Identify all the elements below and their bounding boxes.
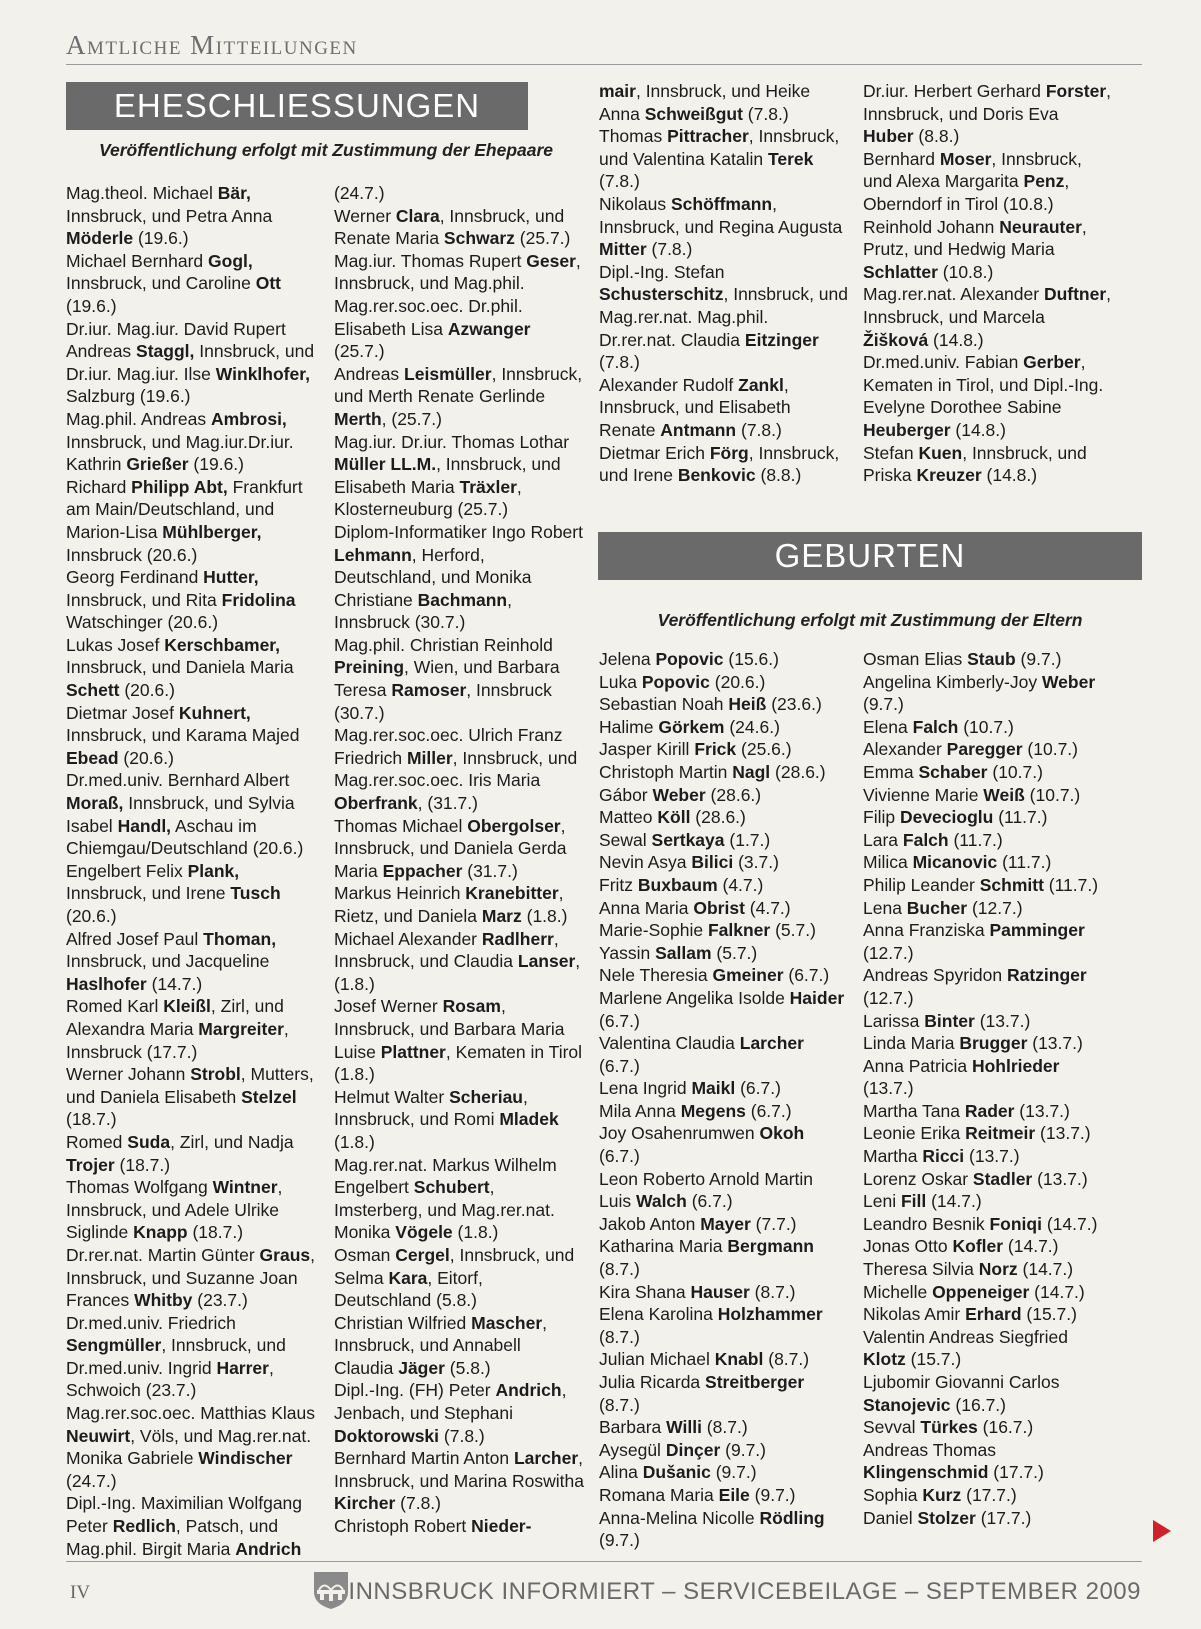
- list-item: Dietmar Josef Kuhnert, Innsbruck, und Karama Majed Ebead (20.6.): [66, 702, 300, 768]
- list-item: Dipl.-Ing. (FH) Peter Andrich, Jenbach, und Stephani Doktorowski (7.8.): [334, 1380, 567, 1446]
- list-item: Barbara Willi (8.7.): [599, 1417, 748, 1438]
- list-item: Lena Ingrid Maikl (6.7.): [599, 1078, 781, 1099]
- list-item: Christoph Martin Nagl (28.6.): [599, 761, 826, 782]
- list-item: Alexander Paregger (10.7.): [863, 739, 1078, 760]
- list-item: Halime Görkem (24.6.): [599, 716, 780, 737]
- list-item: Mag.rer.soc.oec. Ulrich Franz Friedrich Miller, Innsbruck, und Mag.rer.soc.oec. Iris Maria Oberfrank, (31.7.): [334, 725, 578, 814]
- list-item: Julia Ricarda Streitberger (8.7.): [599, 1372, 805, 1415]
- list-item: Michelle Oppeneiger (14.7.): [863, 1281, 1085, 1302]
- publication-footer: INNSBRUCK INFORMIERT – SERVICEBEILAGE – SEPTEMBER 2009: [348, 1578, 1141, 1605]
- list-item: Elena Falch (10.7.): [863, 716, 1014, 737]
- list-item: Katharina Maria Bergmann (8.7.): [599, 1236, 814, 1280]
- list-item: Nikolas Amir Erhard (15.7.): [863, 1304, 1077, 1325]
- list-item: Jonas Otto Kofler (14.7.): [863, 1236, 1059, 1257]
- list-item: Valentin Andreas Siegfried Klotz (15.7.): [863, 1326, 1068, 1370]
- list-item: Mag.rer.nat. Alexander Duftner, Innsbruck, und Marcela Žišková (14.8.): [863, 284, 1112, 350]
- list-item: Christoph Robert Nieder-: [334, 1516, 532, 1537]
- header-rule: [66, 64, 1142, 65]
- list-item: Kira Shana Hauser (8.7.): [599, 1281, 796, 1302]
- list-item: Lena Bucher (12.7.): [863, 897, 1023, 918]
- innsbruck-crest-icon: [312, 1570, 350, 1610]
- list-item: Mag.iur. Dr.iur. Thomas Lothar Müller LL.M., Innsbruck, und Elisabeth Maria Träxler, Klosterneuburg (25.7.): [334, 431, 570, 520]
- list-item: Dr.iur. Mag.iur. David Rupert Andreas Staggl, Innsbruck, und Dr.iur. Mag.iur. Ilse Winklhofer, Salzburg (19.6.): [66, 318, 315, 407]
- list-item: Filip Devecioglu (11.7.): [863, 807, 1048, 828]
- list-item: Alina Dušanic (9.7.): [599, 1462, 757, 1483]
- list-item: Anna Patricia Hohlrieder (13.7.): [863, 1055, 1060, 1099]
- list-item: Helmut Walter Scheriau, Innsbruck, und Romi Mladek (1.8.): [334, 1086, 559, 1152]
- geburten-subtitle: Veröffentlichung erfolgt mit Zustimmung der Eltern: [657, 610, 1083, 630]
- list-item: Werner Johann Strobl, Mutters, und Daniela Elisabeth Stelzel (18.7.): [66, 1064, 314, 1130]
- list-item: Lara Falch (11.7.): [863, 829, 1003, 850]
- list-item: Andreas Spyridon Ratzinger (12.7.): [863, 965, 1087, 1008]
- list-item: Bernhard Moser, Innsbruck, und Alexa Margarita Penz, Oberndorf in Tirol (10.8.): [863, 148, 1082, 214]
- footer-rule: [66, 1561, 1142, 1562]
- list-item: Mag.rer.soc.oec. Matthias Klaus Neuwirt, Völs, und Mag.rer.nat. Monika Gabriele Windischer (24.7.): [66, 1403, 315, 1491]
- list-item: Sevval Türkes (16.7.): [863, 1417, 1034, 1438]
- eheschliessungen-column-3: [599, 80, 849, 487]
- list-item: Romana Maria Eile (9.7.): [599, 1484, 796, 1505]
- list-item: Matteo Köll (28.6.): [599, 807, 746, 828]
- list-item: Lukas Josef Kerschbamer, Innsbruck, und Daniela Maria Schett (20.6.): [66, 634, 294, 701]
- list-item: Dipl.-Ing. Stefan Schusterschitz, Innsbruck, und Mag.rer.nat. Mag.phil. Dr.rer.nat. Claudia Eitzinger (7.8.): [599, 261, 849, 373]
- list-item: Dr.rer.nat. Martin Günter Graus, Innsbruck, und Suzanne Joan Frances Whitby (23.7.): [66, 1244, 315, 1311]
- list-item: (24.7.): [334, 183, 385, 203]
- list-item: Gábor Weber (28.6.): [599, 784, 762, 805]
- list-item: Stefan Kuen, Innsbruck, und Priska Kreuzer (14.8.): [863, 442, 1087, 486]
- list-item: Leonie Erika Reitmeir (13.7.): [863, 1123, 1091, 1144]
- list-item: Sewal Sertkaya (1.7.): [599, 829, 771, 850]
- list-item: Mag.theol. Michael Bär, Innsbruck, und Petra Anna Möderle (19.6.): [66, 183, 273, 249]
- list-item: Elena Karolina Holzhammer (8.7.): [599, 1304, 823, 1347]
- list-item: Engelbert Felix Plank, Innsbruck, und Irene Tusch (20.6.): [66, 860, 281, 926]
- list-item: Mila Anna Megens (6.7.): [599, 1100, 792, 1121]
- list-item: Andreas Thomas Klingenschmid (17.7.): [863, 1439, 1044, 1483]
- list-item: Mag.phil. Christian Reinhold Preining, Wien, und Barbara Teresa Ramoser, Innsbruck (30.7.): [334, 634, 560, 723]
- list-item: Anna-Melina Nicolle Rödling (9.7.): [599, 1507, 825, 1551]
- list-item: Theresa Silvia Norz (14.7.): [863, 1259, 1074, 1280]
- list-item: Jelena Popovic (15.6.): [599, 649, 779, 669]
- list-item: Sophia Kurz (17.7.): [863, 1484, 1017, 1505]
- list-item: Mag.phil. Andreas Ambrosi, Innsbruck, und Mag.iur.Dr.iur. Kathrin Grießer (19.6.): [66, 408, 294, 475]
- list-item: Osman Cergel, Innsbruck, und Selma Kara, Eitorf, Deutschland (5.8.): [334, 1244, 575, 1311]
- list-item: Markus Heinrich Kranebitter, Rietz, und Daniela Marz (1.8.): [334, 883, 568, 926]
- list-item: Mag.iur. Thomas Rupert Geser, Innsbruck, und Mag.phil. Mag.rer.soc.oec. Dr.phil. Elisabeth Lisa Azwanger (25.7.): [334, 250, 581, 362]
- list-item: Leni Fill (14.7.): [863, 1191, 982, 1212]
- page-number: IV: [70, 1582, 91, 1603]
- list-item: Werner Clara, Innsbruck, und Renate Maria Schwarz (25.7.): [334, 205, 571, 249]
- list-item: Dr.med.univ. Friedrich Sengmüller, Innsbruck, und Dr.med.univ. Ingrid Harrer, Schwoich (23.7.): [66, 1312, 286, 1401]
- list-item: Dr.med.univ. Bernhard Albert Moraß, Innsbruck, und Sylvia Isabel Handl, Aschau im Chiemgau/Deutschland (20.6.): [66, 770, 304, 859]
- list-item: Nikolaus Schöffmann, Innsbruck, und Regina Augusta Mitter (7.8.): [599, 193, 843, 260]
- list-item: Christian Wilfried Mascher, Innsbruck, und Annabell Claudia Jäger (5.8.): [334, 1312, 548, 1378]
- list-item: Marlene Angelika Isolde Haider (6.7.): [599, 987, 845, 1031]
- list-item: Jasper Kirill Frick (25.6.): [599, 739, 792, 760]
- list-item: Dr.med.univ. Fabian Gerber, Kematen in Tirol, und Dipl.-Ing. Evelyne Dorothee Sabine Heuberger (14.8.): [863, 352, 1104, 440]
- list-item: Jakob Anton Mayer (7.7.): [599, 1213, 797, 1234]
- red-arrow-right-icon: [1153, 1520, 1171, 1542]
- geburten-column-1: [599, 648, 849, 1552]
- list-item: Georg Ferdinand Hutter, Innsbruck, und Rita Fridolina Watschinger (20.6.): [66, 567, 296, 633]
- eheschliessungen-column-2: [334, 182, 584, 1538]
- list-item: Thomas Michael Obergolser, Innsbruck, und Daniela Gerda Maria Eppacher (31.7.): [334, 815, 567, 881]
- list-item: Angelina Kimberly-Joy Weber (9.7.): [863, 671, 1096, 715]
- list-item: Romed Karl Kleißl, Zirl, und Alexandra Maria Margreiter, Innsbruck (17.7.): [66, 996, 289, 1062]
- list-item: Reinhold Johann Neurauter, Prutz, und Hedwig Maria Schlatter (10.8.): [863, 216, 1087, 282]
- list-item: Josef Werner Rosam, Innsbruck, und Barbara Maria Luise Plattner, Kematen in Tirol (1.8.): [334, 996, 583, 1085]
- list-item: Aysegül Dinçer (9.7.): [599, 1439, 766, 1460]
- list-item: Fritz Buxbaum (4.7.): [599, 874, 764, 895]
- section-header: Amtliche Mitteilungen: [66, 30, 358, 60]
- list-item: Luka Popovic (20.6.): [599, 671, 766, 692]
- list-item: Dipl.-Ing. Maximilian Wolfgang Peter Redlich, Patsch, und Mag.phil. Birgit Maria Andrich: [66, 1493, 303, 1559]
- list-item: Thomas Pittracher, Innsbruck, und Valentina Katalin Terek (7.8.): [599, 126, 840, 192]
- list-item: Osman Elias Staub (9.7.): [863, 649, 1062, 669]
- list-item: Leandro Besnik Foniqi (14.7.): [863, 1213, 1098, 1234]
- eheschliessungen-column-1: [66, 182, 316, 1560]
- list-item: Emma Schaber (10.7.): [863, 761, 1043, 782]
- list-item: Martha Ricci (13.7.): [863, 1146, 1020, 1167]
- list-item: Joy Osahenrumwen Okoh (6.7.): [599, 1123, 805, 1167]
- list-item: Philip Leander Schmitt (11.7.): [863, 874, 1099, 895]
- list-item: Larissa Binter (13.7.): [863, 1010, 1031, 1031]
- list-item: Dr.iur. Herbert Gerhard Forster, Innsbruck, und Doris Eva Huber (8.8.): [863, 81, 1112, 147]
- list-item: Andreas Leismüller, Innsbruck, und Merth Renate Gerlinde Merth, (25.7.): [334, 363, 583, 429]
- list-item: Leon Roberto Arnold Martin Luis Walch (6.7.): [599, 1168, 814, 1212]
- list-item: Dietmar Erich Förg, Innsbruck, und Irene Benkovic (8.8.): [599, 442, 840, 486]
- list-item: Nele Theresia Gmeiner (6.7.): [599, 965, 830, 986]
- list-item: Bernhard Martin Anton Larcher, Innsbruck, und Marina Roswitha Kircher (7.8.): [334, 1448, 584, 1514]
- list-item: Milica Micanovic (11.7.): [863, 852, 1052, 873]
- list-item: Mag.rer.nat. Markus Wilhelm Engelbert Schubert, Imsterberg, und Mag.rer.nat. Monika Vögele (1.8.): [334, 1154, 557, 1243]
- list-item: Daniel Stolzer (17.7.): [863, 1507, 1032, 1528]
- list-item: Romed Suda, Zirl, und Nadja Trojer (18.7.): [66, 1131, 294, 1175]
- list-item: Vivienne Marie Weiß (10.7.): [863, 784, 1081, 805]
- list-item: Linda Maria Brugger (13.7.): [863, 1033, 1083, 1054]
- list-item: Marie-Sophie Falkner (5.7.): [599, 920, 816, 941]
- list-item: Thomas Wolfgang Wintner, Innsbruck, und Adele Ulrike Siglinde Knapp (18.7.): [66, 1177, 283, 1243]
- eheschliessungen-column-4: [863, 80, 1113, 487]
- list-item: Julian Michael Knabl (8.7.): [599, 1349, 810, 1370]
- list-item: Lorenz Oskar Stadler (13.7.): [863, 1168, 1088, 1189]
- list-item: Yassin Sallam (5.7.): [599, 942, 758, 963]
- list-item: Anna Franziska Pamminger (12.7.): [863, 920, 1085, 963]
- list-item: Michael Alexander Radlherr, Innsbruck, und Claudia Lanser, (1.8.): [334, 928, 581, 994]
- list-item: Alfred Josef Paul Thoman, Innsbruck, und Jacqueline Haslhofer (14.7.): [66, 928, 277, 994]
- list-item: Richard Philipp Abt, Frankfurt am Main/Deutschland, und Marion-Lisa Mühlberger, Innsbruck (20.6.): [66, 476, 303, 565]
- list-item: Sebastian Noah Heiß (23.6.): [599, 694, 822, 715]
- list-item: Ljubomir Giovanni Carlos Stanojevic (16.7.): [863, 1372, 1060, 1415]
- list-item: Alexander Rudolf Zankl, Innsbruck, und Elisabeth Renate Antmann (7.8.): [599, 374, 791, 440]
- list-item: Martha Tana Rader (13.7.): [863, 1100, 1070, 1121]
- list-item: mair, Innsbruck, und Heike Anna Schweißgut (7.8.): [599, 81, 811, 124]
- list-item: Michael Bernhard Gogl, Innsbruck, und Caroline Ott (19.6.): [66, 250, 281, 316]
- eheschliessungen-banner: EHESCHLIESSUNGEN: [66, 82, 528, 130]
- list-item: Nevin Asya Bilici (3.7.): [599, 852, 779, 873]
- eheschliessungen-subtitle: Veröffentlichung erfolgt mit Zustimmung der Ehepaare: [98, 140, 554, 160]
- geburten-column-2: [863, 648, 1113, 1529]
- list-item: Anna Maria Obrist (4.7.): [599, 897, 791, 918]
- geburten-banner: GEBURTEN: [598, 532, 1142, 580]
- list-item: Diplom-Informatiker Ingo Robert Lehmann, Herford, Deutschland, und Monika Christiane Bachmann, Innsbruck (30.7.): [334, 521, 583, 633]
- list-item: Valentina Claudia Larcher (6.7.): [599, 1033, 804, 1076]
